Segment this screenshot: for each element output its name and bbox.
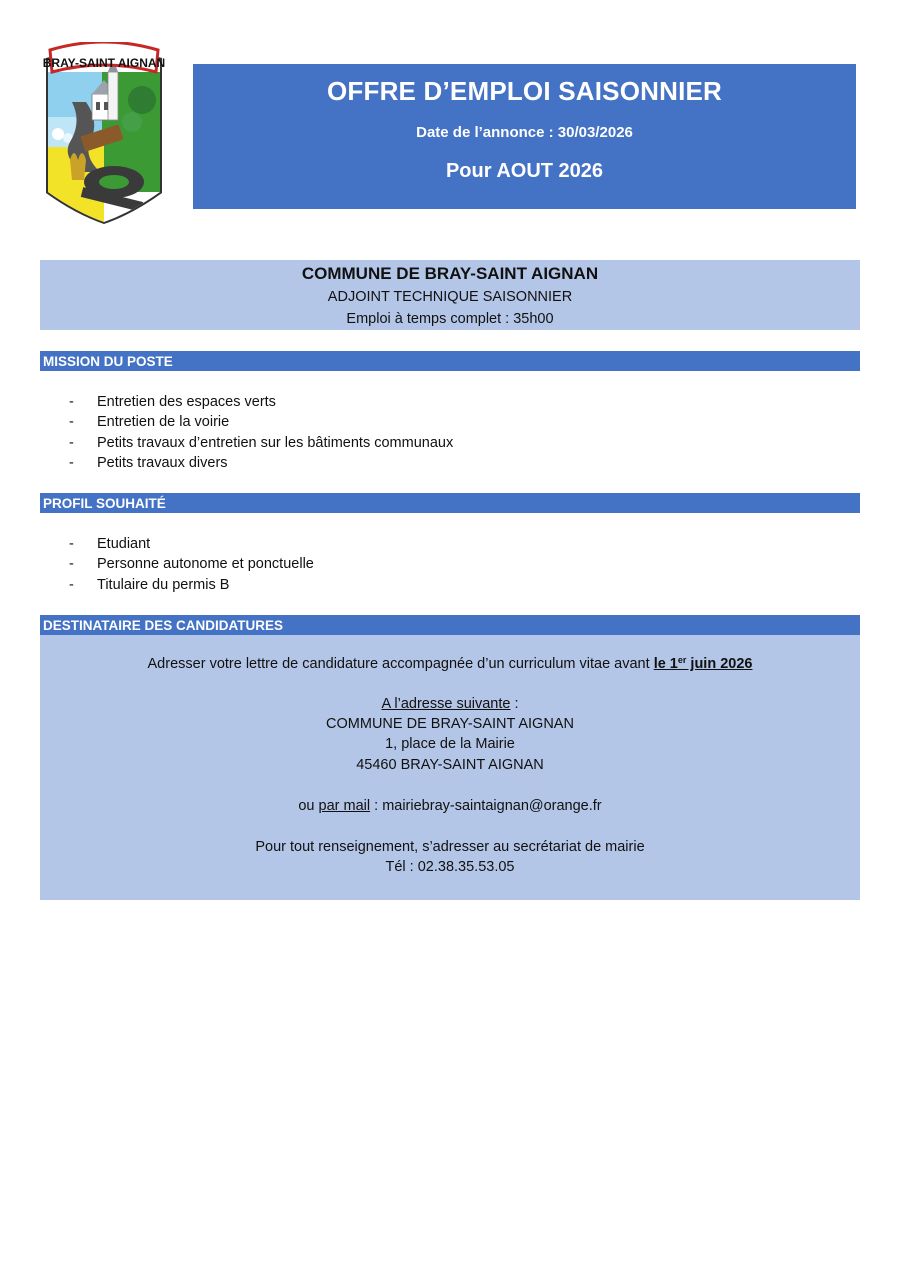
info-text: Pour tout renseignement, s’adresser au secrétariat de mairie <box>255 839 645 855</box>
phone-number: Tél : 02.38.35.53.05 <box>385 859 515 875</box>
list-item: - Personne autonome et ponctuelle <box>0 554 314 574</box>
application-instructions <box>40 655 860 672</box>
address-line: 1, place de la Mairie <box>385 736 515 752</box>
profile-heading: PROFIL SOUHAITÉ <box>40 493 860 513</box>
list-item: - Petits travaux divers <box>0 453 453 473</box>
email-address[interactable]: : mairiebray-saintaignan@orange.fr <box>370 798 602 814</box>
address-line: 45460 BRAY-SAINT AIGNAN <box>356 757 544 773</box>
offer-header <box>193 64 856 209</box>
commune-logo <box>42 42 166 224</box>
offer-title: OFFRE D’EMPLOI SAISONNIER <box>326 76 723 106</box>
coat-of-arms-icon <box>42 42 166 224</box>
address-line: COMMUNE DE BRAY-SAINT AIGNAN <box>326 716 574 732</box>
instructions-text: Adresser votre lettre de candidature accompagnée d’un curriculum vitae avant <box>147 656 654 672</box>
list-item: - Entretien de la voirie <box>0 412 453 432</box>
mission-heading: MISSION DU POSTE <box>40 351 860 371</box>
list-item: - Petits travaux d’entretien sur les bâtiments communaux <box>0 433 453 453</box>
list-item: - Entretien des espaces verts <box>0 392 453 412</box>
deadline: le 1er juin 2026 <box>653 655 753 672</box>
profile-list <box>0 534 314 595</box>
list-item: - Titulaire du permis B <box>0 575 314 595</box>
commune-info <box>40 260 860 330</box>
announcement-date: Date de l’annonce : 30/03/2026 <box>416 124 633 141</box>
address-label: A l’adresse suivante : <box>381 696 519 712</box>
list-item: - Etudiant <box>0 534 314 554</box>
applications-heading: DESTINATAIRE DES CANDIDATURES <box>40 615 860 635</box>
email-contact: ou par mail : mairiebray-saintaignan@orange.fr <box>298 798 602 814</box>
logo-text: BRAY-SAINT AIGNAN <box>42 56 166 70</box>
mission-list <box>0 392 453 473</box>
working-time: Emploi à temps complet : 35h00 <box>346 311 554 327</box>
commune-name: COMMUNE DE BRAY-SAINT AIGNAN <box>301 264 599 283</box>
applications-box <box>40 635 860 900</box>
job-title: ADJOINT TECHNIQUE SAISONNIER <box>327 289 573 305</box>
offer-period: Pour AOUT 2026 <box>445 160 604 182</box>
